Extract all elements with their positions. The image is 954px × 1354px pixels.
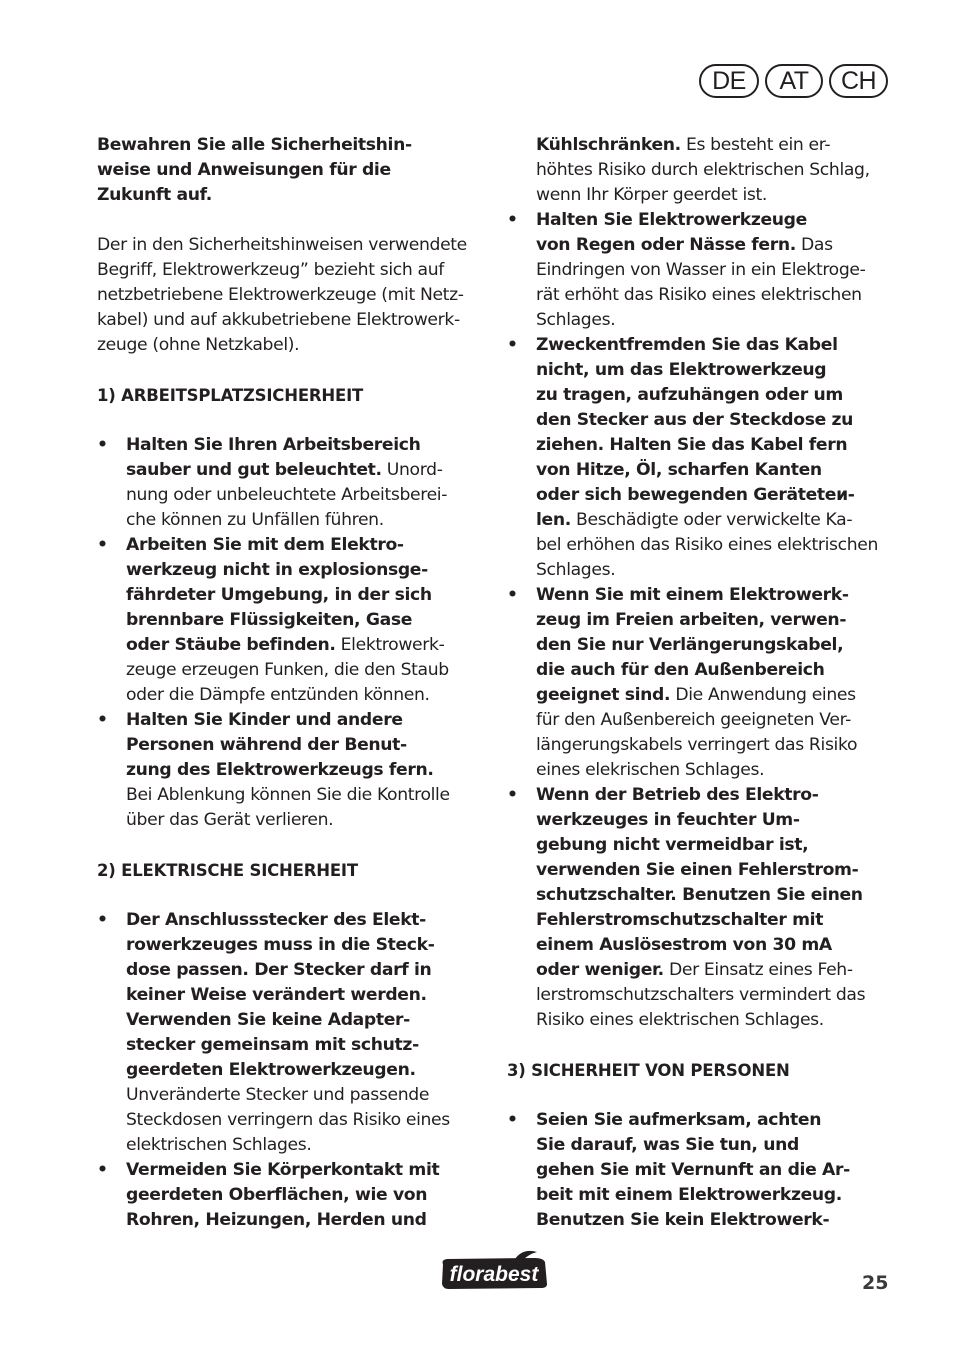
text-line bbox=[126, 958, 483, 983]
bold-run: Verwenden Sie keine Adapter- bbox=[126, 1010, 410, 1030]
text-line: kabel) und auf akkubetriebene Elektrowerk- bbox=[97, 310, 460, 330]
bold-run: Halten Sie Elektrowerkzeuge bbox=[536, 210, 807, 230]
bold-run: Wenn der Betrieb des Elektro- bbox=[536, 785, 819, 805]
text-line bbox=[536, 1183, 893, 1208]
section-title-sicherheit-von-personen: 3) SICHERHEIT VON PERSONEN bbox=[507, 1061, 790, 1080]
text-line bbox=[536, 433, 893, 458]
text-line bbox=[536, 233, 893, 258]
text-line bbox=[536, 708, 893, 733]
florabest-logo bbox=[437, 1250, 551, 1292]
bold-run: Halten Sie Kinder und andere bbox=[126, 710, 403, 730]
text-run: Es besteht ein er- bbox=[680, 135, 831, 155]
bold-run: beit mit einem Elektrowerkzeug. bbox=[536, 1185, 842, 1205]
text-line bbox=[536, 208, 893, 233]
bold-run: werkzeuges in feuchter Um- bbox=[536, 810, 800, 830]
list-item bbox=[97, 708, 483, 833]
text-line bbox=[536, 933, 893, 958]
bold-run: geeignet sind. bbox=[536, 685, 671, 705]
text-line bbox=[536, 833, 893, 858]
bold-run: nicht, um das Elektrowerkzeug bbox=[536, 360, 827, 380]
left-column bbox=[97, 133, 483, 1233]
bold-run: schutzschalter. Benutzen Sie einen bbox=[536, 885, 863, 905]
text-line bbox=[536, 683, 893, 708]
bold-run: stecker gemeinsam mit schutz- bbox=[126, 1035, 419, 1055]
bullet-icon: • bbox=[97, 1160, 108, 1180]
bullet-list bbox=[507, 1108, 893, 1233]
text-line bbox=[126, 1108, 483, 1133]
text-line: zeuge (ohne Netzkabel). bbox=[97, 335, 300, 355]
text-line: wenn Ihr Körper geerdet ist. bbox=[536, 185, 768, 205]
text-line: Bewahren Sie alle Sicherheitshin- bbox=[97, 135, 412, 155]
text-line: Der in den Sicherheitshinweisen verwendete bbox=[97, 235, 467, 255]
list-item bbox=[507, 333, 893, 583]
text-run: bel erhöhen das Risiko eines elektrischen bbox=[536, 535, 879, 555]
page-number: 25 bbox=[862, 1272, 889, 1294]
text-run: Bei Ablenkung können Sie die Kontrolle bbox=[126, 785, 450, 805]
text-run: nung oder unbeleuchtete Arbeitsberei- bbox=[126, 485, 448, 505]
bold-run: zung des Elektrowerkzeugs fern. bbox=[126, 760, 434, 780]
text-line bbox=[126, 808, 483, 833]
text-line bbox=[536, 1108, 893, 1133]
text-line bbox=[126, 1208, 483, 1233]
list-item-continuation bbox=[507, 133, 893, 208]
bold-run: den Sie nur Verlängerungskabel, bbox=[536, 635, 844, 655]
text-line bbox=[536, 133, 893, 158]
text-line bbox=[536, 783, 893, 808]
bold-run: Seien Sie aufmerksam, achten bbox=[536, 1110, 822, 1130]
text-run: Die Anwendung eines bbox=[670, 685, 856, 705]
text-run: oder die Dämpfe entzünden können. bbox=[126, 685, 430, 705]
text-line bbox=[126, 733, 483, 758]
bold-run: dose passen. Der Stecker darf in bbox=[126, 960, 432, 980]
bold-run: von Hitze, Öl, scharfen Kanten bbox=[536, 460, 822, 480]
text-line bbox=[536, 533, 893, 558]
text-run: eines elekrischen Schlages. bbox=[536, 760, 765, 780]
bold-run: von Regen oder Nässe fern. bbox=[536, 235, 796, 255]
text-line bbox=[536, 1208, 893, 1233]
bullet-icon: • bbox=[507, 210, 518, 230]
bold-run: gehen Sie mit Vernunft an die Ar- bbox=[536, 1160, 850, 1180]
text-line bbox=[536, 908, 893, 933]
text-line bbox=[536, 358, 893, 383]
bold-run: oder Stäube befinden. bbox=[126, 635, 336, 655]
text-run: Risiko eines elektrischen Schlages. bbox=[536, 1010, 824, 1030]
text-line bbox=[536, 608, 893, 633]
text-line bbox=[536, 1008, 893, 1033]
text-run: elektrischen Schlages. bbox=[126, 1135, 312, 1155]
text-run: Das bbox=[795, 235, 833, 255]
text-line bbox=[536, 958, 893, 983]
text-line bbox=[536, 883, 893, 908]
text-line bbox=[126, 933, 483, 958]
text-line bbox=[536, 258, 893, 283]
bullet-list bbox=[97, 908, 483, 1233]
text-line bbox=[126, 1058, 483, 1083]
bold-run: Benutzen Sie kein Elektrowerk- bbox=[536, 1210, 830, 1230]
text-line bbox=[536, 558, 893, 583]
bold-run: Personen während der Benut- bbox=[126, 735, 407, 755]
text-line bbox=[536, 458, 893, 483]
bold-run: Rohren, Heizungen, Herden und bbox=[126, 1210, 427, 1230]
logo-wordmark: florabest bbox=[449, 1263, 539, 1286]
text-line bbox=[536, 1158, 893, 1183]
list-item bbox=[97, 533, 483, 708]
bullet-icon: • bbox=[507, 335, 518, 355]
bullet-icon: • bbox=[507, 785, 518, 805]
bold-run: Wenn Sie mit einem Elektrowerk- bbox=[536, 585, 849, 605]
bold-run: zu tragen, aufzuhängen oder um bbox=[536, 385, 843, 405]
text-line bbox=[536, 283, 893, 308]
text-run: rät erhöht das Risiko eines elektrischen bbox=[536, 285, 862, 305]
text-line bbox=[536, 383, 893, 408]
bold-run: ziehen. Halten Sie das Kabel fern bbox=[536, 435, 848, 455]
bold-run: brennbare Flüssigkeiten, Gase bbox=[126, 610, 413, 630]
bold-run: einem Auslösestrom von 30 mA bbox=[536, 935, 832, 955]
section-title-arbeitsplatzsicherheit: 1) ARBEITSPLATZSICHERHEIT bbox=[97, 386, 364, 405]
bullet-icon: • bbox=[507, 585, 518, 605]
bold-run: gebung nicht vermeidbar ist, bbox=[536, 835, 809, 855]
bullet-icon: • bbox=[97, 710, 108, 730]
bold-run: Vermeiden Sie Körperkontakt mit bbox=[126, 1160, 440, 1180]
country-badges bbox=[699, 64, 888, 98]
text-line bbox=[536, 1133, 893, 1158]
text-line bbox=[126, 433, 483, 458]
text-line: weise und Anweisungen für die bbox=[97, 160, 391, 180]
text-run: Schlages. bbox=[536, 560, 616, 580]
bold-run: die auch für den Außenbereich bbox=[536, 660, 825, 680]
text-run: Beschädigte oder verwickelte Ka- bbox=[570, 510, 853, 530]
text-line bbox=[536, 733, 893, 758]
text-run: Unord- bbox=[381, 460, 443, 480]
text-line bbox=[126, 783, 483, 808]
text-line bbox=[126, 908, 483, 933]
bullet-icon: • bbox=[97, 535, 108, 555]
text-line bbox=[126, 608, 483, 633]
text-line bbox=[536, 408, 893, 433]
text-line bbox=[126, 633, 483, 658]
text-run: Elektrowerk- bbox=[335, 635, 445, 655]
text-line bbox=[536, 633, 893, 658]
bold-run: geerdeten Oberflächen, wie von bbox=[126, 1185, 428, 1205]
text-line bbox=[126, 483, 483, 508]
text-line bbox=[126, 1183, 483, 1208]
bold-run: geerdeten Elektrowerkzeugen. bbox=[126, 1060, 416, 1080]
bullet-list bbox=[507, 208, 893, 1033]
bold-run: rowerkzeuges muss in die Steck- bbox=[126, 935, 435, 955]
text-run: Eindringen von Wasser in ein Elektroge- bbox=[536, 260, 866, 280]
bold-run: Kühlschränken. bbox=[536, 135, 681, 155]
intro-text bbox=[97, 233, 483, 358]
text-run: für den Außenbereich geeigneten Ver- bbox=[536, 710, 852, 730]
list-item bbox=[507, 783, 893, 1033]
text-line bbox=[126, 533, 483, 558]
text-line bbox=[536, 758, 893, 783]
list-item bbox=[507, 208, 893, 333]
badge-de: DE bbox=[699, 64, 759, 98]
text-run: längerungskabels verringert das Risiko bbox=[536, 735, 858, 755]
text-line: Zukunft auf. bbox=[97, 185, 212, 205]
text-run: zeuge erzeugen Funken, die den Staub bbox=[126, 660, 449, 680]
bold-run: werkzeug nicht in explosionsge- bbox=[126, 560, 428, 580]
text-line bbox=[126, 583, 483, 608]
bold-run: Sie darauf, was Sie tun, und bbox=[536, 1135, 799, 1155]
bold-run: Zweckentfremden Sie das Kabel bbox=[536, 335, 838, 355]
text-line bbox=[536, 583, 893, 608]
text-line bbox=[126, 658, 483, 683]
text-line bbox=[126, 458, 483, 483]
bold-run: len. bbox=[536, 510, 571, 530]
bullet-icon: • bbox=[97, 435, 108, 455]
text-line bbox=[536, 333, 893, 358]
text-line bbox=[126, 683, 483, 708]
text-run: über das Gerät verlieren. bbox=[126, 810, 334, 830]
text-line bbox=[126, 1033, 483, 1058]
bold-run: den Stecker aus der Steckdose zu bbox=[536, 410, 854, 430]
bold-run: Halten Sie Ihren Arbeitsbereich bbox=[126, 435, 421, 455]
bold-run: verwenden Sie einen Fehlerstrom- bbox=[536, 860, 859, 880]
text-line bbox=[126, 708, 483, 733]
bold-run: oder weniger. bbox=[536, 960, 664, 980]
text-line bbox=[126, 758, 483, 783]
list-item bbox=[97, 433, 483, 533]
list-item bbox=[97, 1158, 483, 1233]
bullet-list bbox=[97, 433, 483, 833]
bold-run: keiner Weise verändert werden. bbox=[126, 985, 427, 1005]
bold-run: Arbeiten Sie mit dem Elektro- bbox=[126, 535, 404, 555]
text-run: Der Einsatz eines Feh- bbox=[663, 960, 853, 980]
text-line bbox=[536, 483, 893, 508]
bullet-icon: • bbox=[97, 910, 108, 930]
bold-run: oder sich bewegenden Geräteteи- bbox=[536, 485, 855, 505]
text-line: netzbetriebene Elektrowerkzeuge (mit Netz- bbox=[97, 285, 464, 305]
section-title-elektrische-sicherheit: 2) ELEKTRISCHE SICHERHEIT bbox=[97, 861, 358, 880]
bold-run: fährdeter Umgebung, in der sich bbox=[126, 585, 432, 605]
text-line bbox=[536, 658, 893, 683]
text-line bbox=[536, 308, 893, 333]
text-run: Steckdosen verringern das Risiko eines bbox=[126, 1110, 450, 1130]
bold-run: Der Anschlussstecker des Elekt- bbox=[126, 910, 426, 930]
list-item bbox=[97, 908, 483, 1158]
bold-run: Fehlerstromschutzschalter mit bbox=[536, 910, 824, 930]
list-item bbox=[507, 583, 893, 783]
text-run: Unveränderte Stecker und passende bbox=[126, 1085, 430, 1105]
right-column bbox=[507, 133, 893, 1233]
text-line bbox=[126, 1083, 483, 1108]
text-line bbox=[536, 983, 893, 1008]
intro-bold bbox=[97, 133, 483, 208]
text-run: che können zu Unfällen führen. bbox=[126, 510, 384, 530]
text-line bbox=[126, 983, 483, 1008]
text-line bbox=[126, 1008, 483, 1033]
text-line bbox=[126, 1133, 483, 1158]
text-run: lerstromschutzschalters vermindert das bbox=[536, 985, 866, 1005]
bullet-icon: • bbox=[507, 1110, 518, 1130]
bold-run: sauber und gut beleuchtet. bbox=[126, 460, 382, 480]
text-line: höhtes Risiko durch elektrischen Schlag, bbox=[536, 160, 870, 180]
text-line bbox=[126, 558, 483, 583]
text-line bbox=[126, 508, 483, 533]
text-line bbox=[126, 1158, 483, 1183]
badge-ch: CH bbox=[829, 64, 888, 98]
text-line bbox=[536, 808, 893, 833]
text-line bbox=[536, 858, 893, 883]
text-line: Begriff, Elektrowerkzeug” bezieht sich auf bbox=[97, 260, 444, 280]
badge-at: AT bbox=[765, 64, 823, 98]
text-run: Schlages. bbox=[536, 310, 616, 330]
list-item bbox=[507, 1108, 893, 1233]
bold-run: zeug im Freien arbeiten, verwen- bbox=[536, 610, 847, 630]
text-line bbox=[536, 508, 893, 533]
